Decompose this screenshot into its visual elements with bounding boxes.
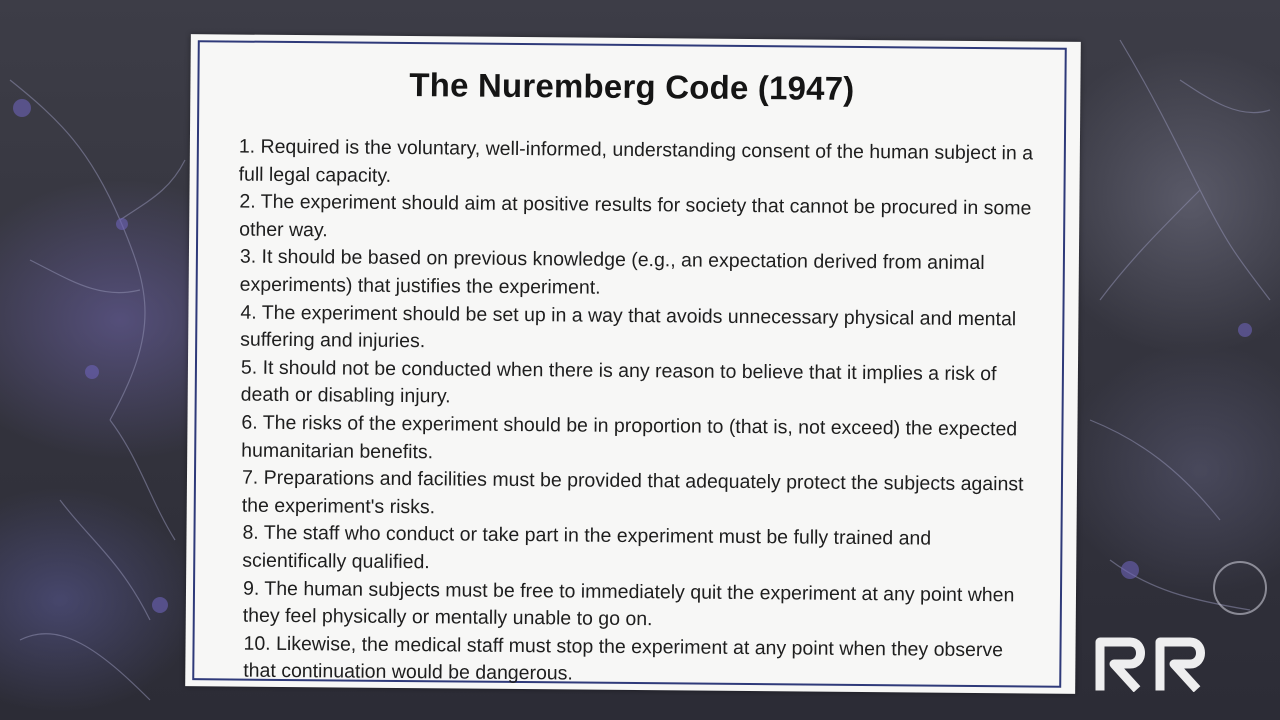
list-item: 8. The staff who conduct or take part in the experiment must be fully trained and scientifically qualified. xyxy=(242,521,932,574)
list-item: 2. The experiment should aim at positive results for society that cannot be procured in some other way. xyxy=(239,190,1032,242)
list-item: 7. Preparations and facilities must be provided that adequately protect the subjects against the experiment's risks. xyxy=(241,466,1024,518)
document-title: The Nuremberg Code (1947) xyxy=(409,66,855,107)
rr-logo-icon xyxy=(1090,628,1220,692)
list-item: 6. The risks of the experiment should be in proportion to (that is, not exceed) the expected humanitarian benefits. xyxy=(241,411,1018,463)
list-item: 10. Likewise, the medical staff must stop the experiment at any point when they observe that continuation would be dangerous. xyxy=(243,632,1004,685)
principles-list xyxy=(234,134,1039,693)
list-item: 3. It should be based on previous knowledge (e.g., an expectation derived from animal experiments) that justifies the experiment. xyxy=(239,245,985,299)
list-item: 4. The experiment should be set up in a way that avoids unnecessary physical and mental suffering and injuries. xyxy=(240,301,1017,353)
list-item: 5. It should not be conducted when there is any reason to believe that it implies a risk of death or disabling injury. xyxy=(240,356,997,408)
list-item: 9. The human subjects must be free to immediately quit the experiment at any point when they feel physically or mentally unable to go on. xyxy=(242,577,1015,631)
list-item: 1. Required is the voluntary, well-informed, understanding consent of the human subject in a full legal capacity. xyxy=(238,135,1034,187)
nuremberg-code-panel xyxy=(185,34,1081,694)
panel-border xyxy=(192,40,1067,688)
